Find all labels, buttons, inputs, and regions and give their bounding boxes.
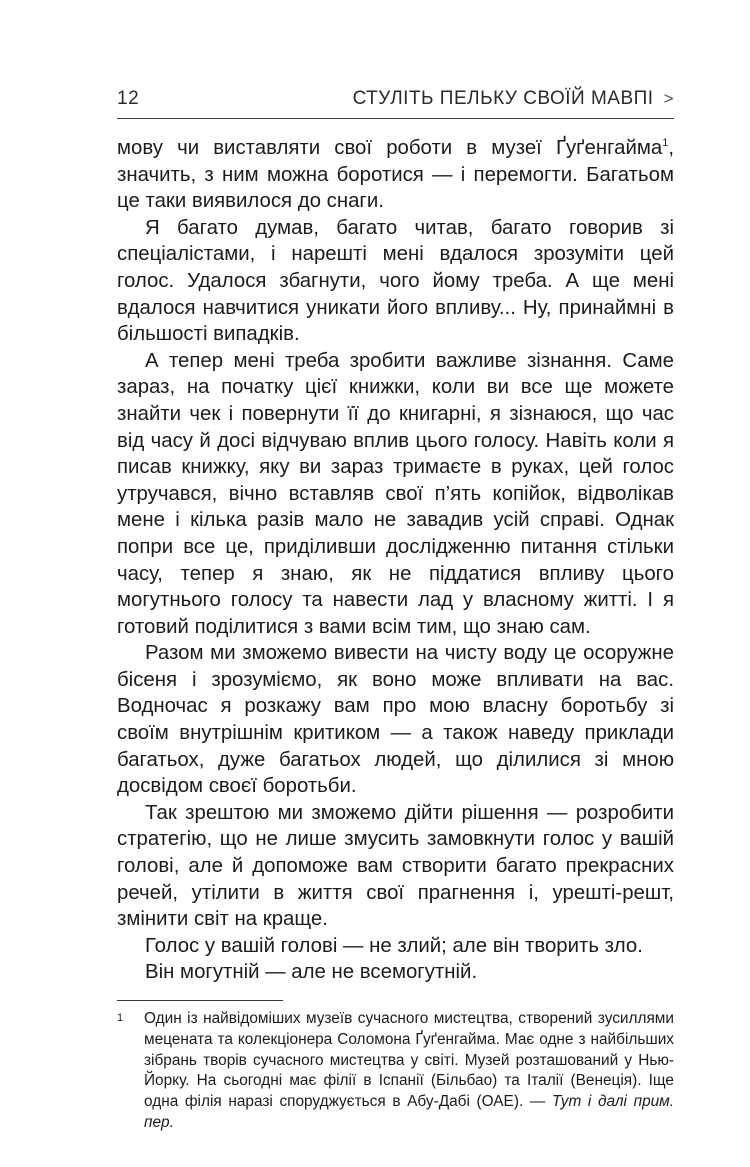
paragraph-1: [117, 135, 674, 215]
footnote: [117, 1009, 674, 1134]
footnote-body: Один із найвідоміших музеїв сучасного мистецтва, створений зусиллями мецената та колекціонера Соломона Ґуґенгайма. Має одне з найбільших зібрань творів сучасного мистецтва у світі. Музей розташований у Нью-Йорку. На сьогодні має філії в Іспанії (Більбао) та Італії (Венеція). Іще одна філія наразі споруджується в Абу-Дабі (ОАЕ). —: [144, 1010, 674, 1111]
book-title: СТУЛІТЬ ПЕЛЬКУ СВОЇЙ МАВПІ: [352, 88, 654, 109]
paragraph-6: Голос у вашій голові — не злий; але він творить зло.: [145, 934, 643, 957]
running-title-wrap: [353, 88, 674, 110]
paragraph-2: Я багато думав, багато читав, багато говорив зі спеціалістами, і нарешті мені вдалося зрозуміти цей голос. Удалося збагнути, чого йому треба. А ще мені вдалося навчитися уникати його впливу... Ну, принаймні в більшості випадків.: [117, 216, 674, 346]
footnote-text: [144, 1009, 674, 1134]
footnote-reference[interactable]: 1: [662, 137, 669, 150]
book-page: [117, 88, 674, 1134]
paragraph-4: Разом ми зможемо вивести на чисту воду це осоружне бісеня і зрозуміємо, як воно може впливати на вас. Водночас я розкажу вам про мою власну боротьбу зі своїм внутрішнім критиком — а також наведу приклади багатьох, дуже багатьох людей, що ділилися зі мною досвідом своєї боротьби.: [117, 642, 674, 798]
paragraph-1-text-b: , значить, з ним можна боротися — і перемогти. Багатьом це таки виявилося до снаги.: [117, 137, 674, 213]
page-number: 12: [117, 88, 140, 109]
paragraph-5: Так зрештою ми зможемо дійти рішення — розробити стратегію, що не лише змусить замовкнути голос у вашій голові, але й допоможе вам створити багато прекрасних речей, утілити в життя свої прагнення і, урешті-решт, змінити світ на краще.: [117, 801, 674, 931]
footnote-mark: 1: [117, 1012, 124, 1024]
running-header: [117, 88, 674, 119]
paragraph-7: Він могутній — але не всемогутній.: [145, 961, 478, 984]
paragraph-1-text-a: мову чи виставляти свої роботи в музеї Ґуґенгайма: [117, 137, 663, 159]
chevron-right-icon: >: [663, 89, 674, 108]
footnote-divider: [117, 1000, 283, 1001]
main-text: [117, 135, 674, 986]
paragraph-3: А тепер мені треба зробити важливе зізнання. Саме зараз, на початку цієї книжки, коли ви все ще можете знайти чек і повернути її до книгарні, я зізнаюся, що час від часу й досі відчуваю вплив цього голосу. Навіть коли я писав книжку, яку ви зараз тримаєте в руках, цей голос утручався, вічно вставляв свої п’ять копійок, відволікав мене і кілька разів мало не завадив усій справі. Однак попри все це, приділивши дослідженню питання стільки часу, тепер я знаю, як не піддатися впливу цього могутнього голосу та навести лад у власному житті. І я готовий поділитися з вами всім тим, що знаю сам.: [117, 349, 674, 638]
footnote-translator-note: Тут і далі прим. пер.: [144, 1093, 675, 1131]
